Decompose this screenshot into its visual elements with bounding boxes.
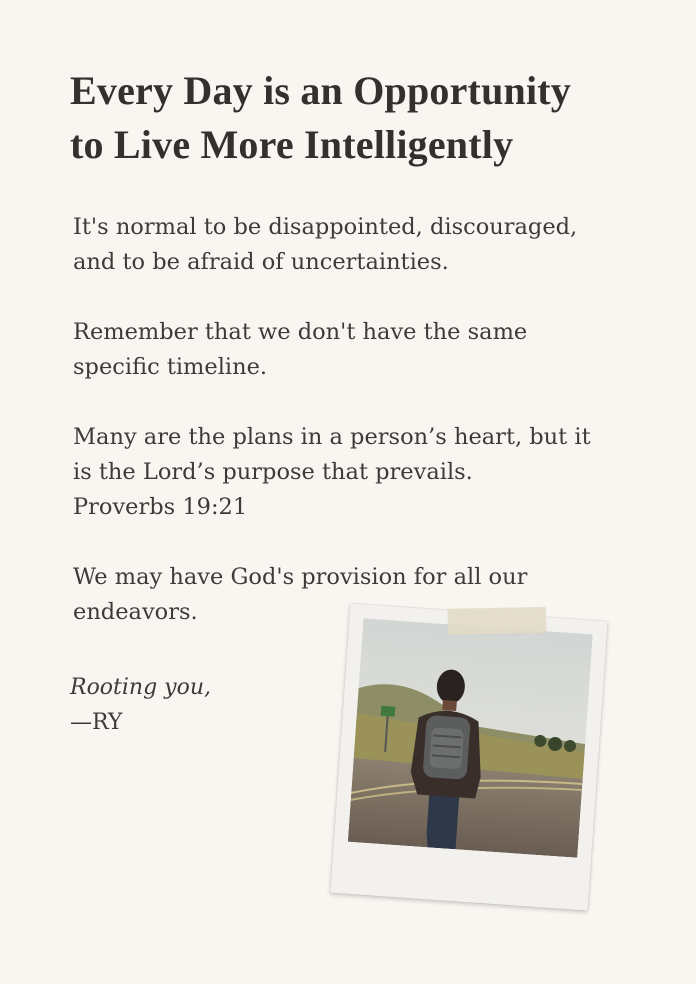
author-initials: —RY bbox=[70, 710, 123, 735]
page-title bbox=[70, 64, 630, 172]
paragraph-line: and to be afraid of uncertainties. bbox=[73, 249, 449, 275]
paragraph bbox=[73, 315, 633, 385]
photo-illustration bbox=[348, 618, 593, 857]
paragraph-line: We may have God's provision for all our bbox=[73, 564, 528, 590]
paragraph-line: Remember that we don't have the same bbox=[73, 319, 528, 345]
title-line: Every Day is an Opportunity bbox=[70, 68, 572, 113]
paragraph-line: specific timeline. bbox=[73, 354, 268, 380]
closing-text: Rooting you, bbox=[70, 675, 212, 700]
paragraph-line: is the Lord’s purpose that prevails. bbox=[73, 459, 473, 485]
title-line: to Live More Intelligently bbox=[70, 122, 514, 167]
tape-strip bbox=[448, 607, 546, 635]
bible-reference: Proverbs 19:21 bbox=[73, 494, 248, 520]
paragraph-line: Many are the plans in a person’s heart, but it bbox=[73, 424, 591, 450]
paragraph-line: endeavors. bbox=[73, 599, 198, 625]
paragraph bbox=[73, 210, 633, 280]
paragraph-line: It's normal to be disappointed, discouraged, bbox=[73, 214, 578, 240]
photo-image bbox=[348, 618, 593, 857]
polaroid-photo bbox=[330, 603, 608, 910]
signoff bbox=[70, 670, 211, 740]
paragraph bbox=[73, 420, 633, 525]
